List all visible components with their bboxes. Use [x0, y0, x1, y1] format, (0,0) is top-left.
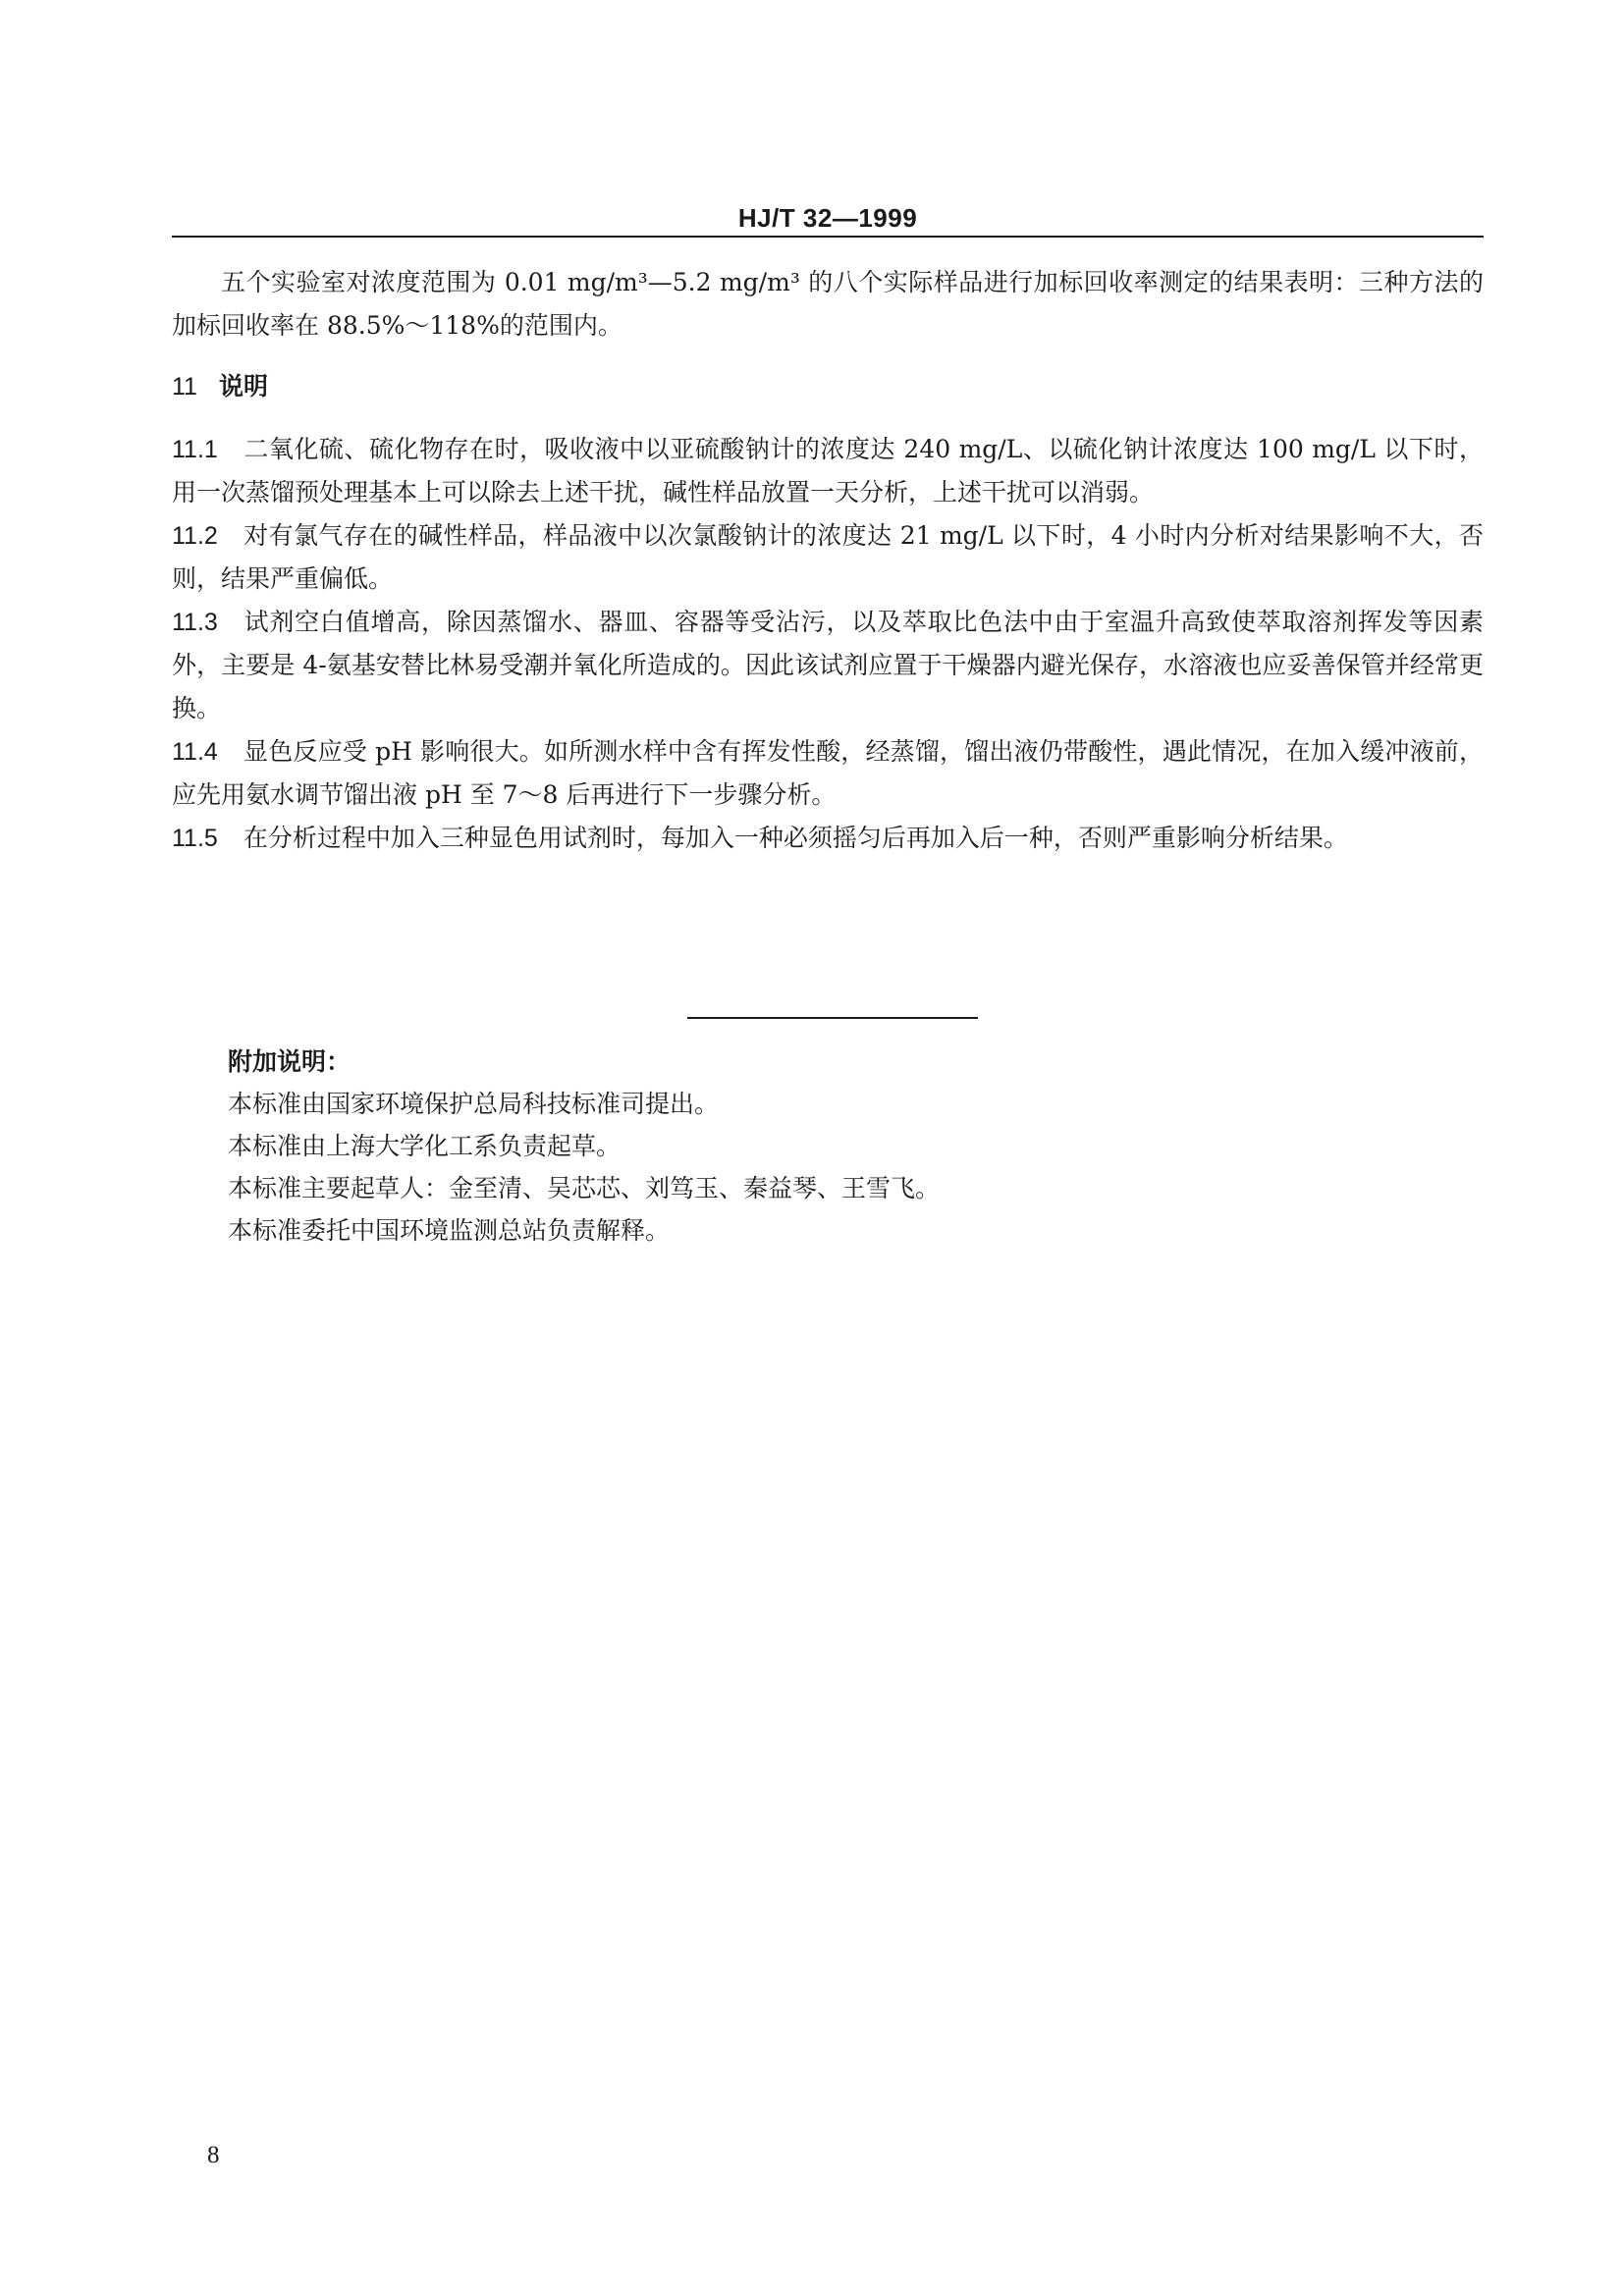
- clause-11-4: [172, 730, 1484, 817]
- page-header: [172, 202, 1484, 238]
- clause-11-1: [172, 428, 1484, 514]
- note-item: 本标准由上海大学化工系负责起草。: [228, 1132, 622, 1160]
- clause-number: 11.2: [172, 522, 218, 550]
- clause-11-3: [172, 601, 1484, 730]
- section-title: 说明: [218, 372, 268, 400]
- clause-number: 11.5: [172, 825, 218, 852]
- clause-text: 在分析过程中加入三种显色用试剂时，每加入一种必须摇匀后再加入后一种，否则严重影响分析结果。: [243, 824, 1348, 852]
- clause-text: 试剂空白值增高，除因蒸馏水、器皿、容器等受沾污，以及萃取比色法中由于室温升高致使萃取溶剂挥发等因素外，主要是 4-氨基安替比林易受潮并氧化所造成的。因此该试剂应置于干燥器内避光保存，水溶液也应妥善保管并经常更换。: [172, 608, 1484, 722]
- clause-number: 11.1: [172, 436, 218, 463]
- clause-11-5: [172, 817, 1484, 860]
- additional-notes: [228, 1041, 1406, 1252]
- clause-number: 11.3: [172, 609, 218, 636]
- clause-text: 二氧化硫、硫化物存在时，吸收液中以亚硫酸钠计的浓度达 240 mg/L、以硫化钠计浓度达 100 mg/L 以下时，用一次蒸馏预处理基本上可以除去上述干扰，碱性样品放置一天分析，上述干扰可以消弱。: [172, 435, 1484, 507]
- page-number: 8: [207, 2142, 220, 2168]
- intro-text: 五个实验室对浓度范围为 0.01 mg/m³—5.2 mg/m³ 的八个实际样品进行加标回收率测定的结果表明：三种方法的加标回收率在 88.5%～118%的范围内。: [172, 268, 1484, 340]
- section-number: 11: [172, 373, 197, 400]
- clause-text: 对有氯气存在的碱性样品，样品液中以次氯酸钠计的浓度达 21 mg/L 以下时，4 小时内分析对结果影响不大，否则，结果严重偏低。: [172, 521, 1484, 593]
- clauses-list: [172, 428, 1484, 860]
- clause-number: 11.4: [172, 738, 218, 766]
- intro-paragraph: [172, 261, 1484, 347]
- section-heading: [172, 365, 268, 408]
- clause-11-2: [172, 514, 1484, 601]
- clause-text: 显色反应受 pH 影响很大。如所测水样中含有挥发性酸，经蒸馏，馏出液仍带酸性，遇此情况，在加入缓冲液前，应先用氨水调节馏出液 pH 至 7～8 后再进行下一步骤分析。: [172, 737, 1484, 809]
- note-item: 本标准主要起草人：金至清、吴芯芯、刘笃玉、秦益琴、王雪飞。: [228, 1174, 941, 1202]
- notes-title: 附加说明：: [228, 1047, 352, 1076]
- standard-code: HJ/T 32—1999: [737, 203, 918, 233]
- note-item: 本标准由国家环境保护总局科技标准司提出。: [228, 1090, 720, 1118]
- section-divider: [687, 1017, 978, 1019]
- note-item: 本标准委托中国环境监测总站负责解释。: [228, 1216, 671, 1245]
